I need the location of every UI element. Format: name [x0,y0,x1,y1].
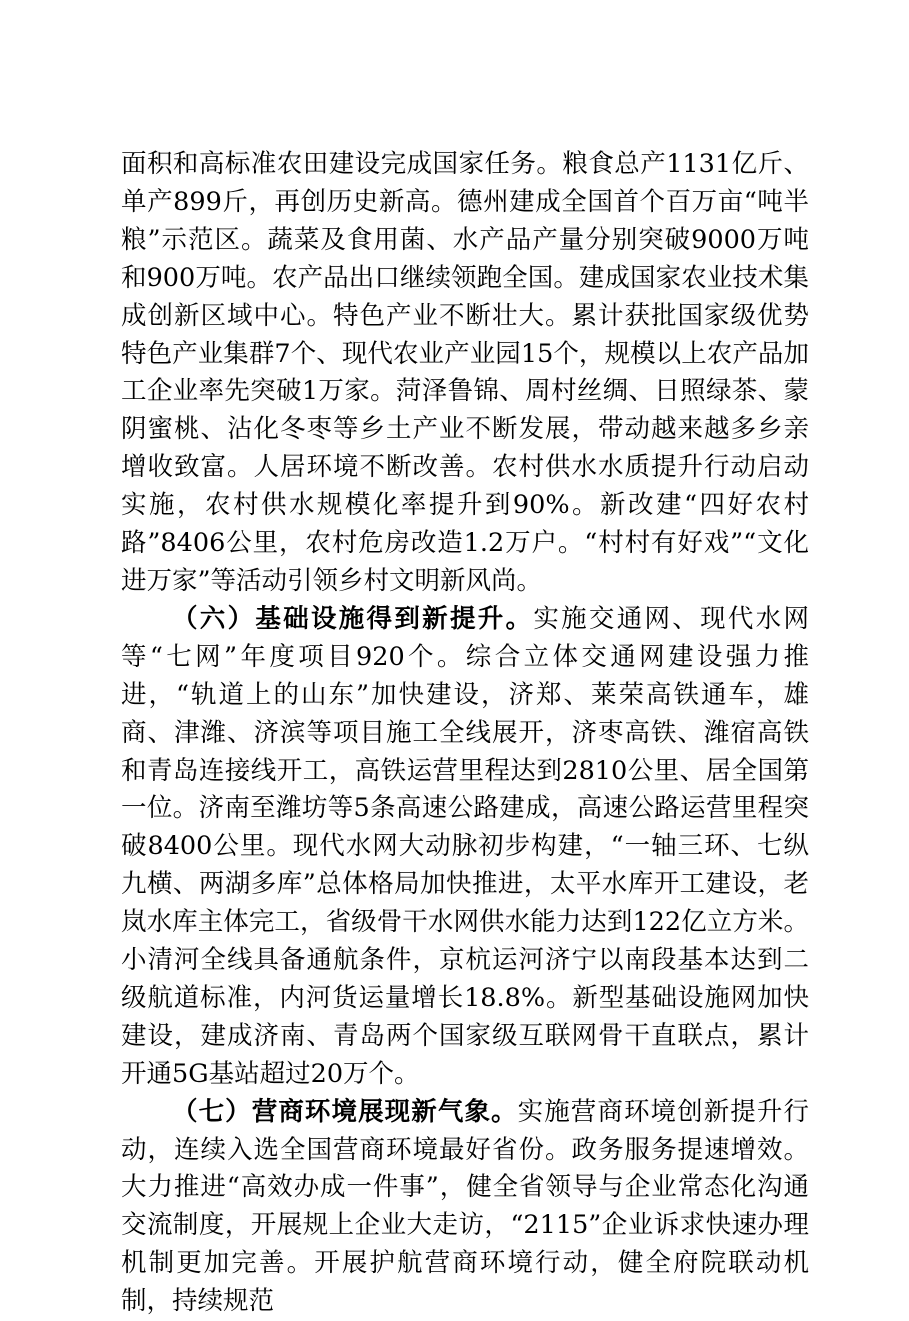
section-heading: （六）基础设施得到新提升。 [172,603,534,634]
document-page [121,146,809,1321]
paragraph-infrastructure [121,601,809,1094]
paragraph-text: 实施交通网、现代水网等“七网”年度项目920个。综合立体交通网建设强力推进，“轨道上的山东”加快建设，济郑、莱荣高铁通车，雄商、津潍、济滨等项目施工全线展开，济枣高铁、潍宿高铁和青岛连接线开工，高铁运营里程达到2810公里、居全国第一位。济南至潍坊等5条高速公路建成，高速公路运营里程突破8400公里。现代水网大动脉初步构建，“一轴三环、七纵九横、两湖多库”总体格局加快推进，太平水库开工建设，老岚水库主体完工，省级骨干水网供水能力达到122亿立方米。小清河全线具备通航条件，京杭运河济宁以南段基本达到二级航道标准，内河货运量增长18.8%。新型基础设施网加快建设，建成济南、青岛两个国家级互联网骨干直联点，累计开通5G基站超过20万个。 [121,603,809,1089]
paragraph-text: 实施营商环境创新提升行动，连续入选全国营商环境最好省份。政务服务提速增效。大力推进“高效办成一件事”，健全省领导与企业常态化沟通交流制度，开展规上企业大走访，“2115”企业诉求快速办理机制更加完善。开展护航营商环境行动，健全府院联动机制，持续规范 [121,1096,809,1317]
paragraph-business-environment [121,1094,809,1321]
paragraph-text: 面积和高标准农田建设完成国家任务。粮食总产1131亿斤、单产899斤，再创历史新高。德州建成全国首个百万亩“吨半粮”示范区。蔬菜及食用菌、水产品产量分别突破9000万吨和900万吨。农产品出口继续领跑全国。建成国家农业技术集成创新区域中心。特色产业不断壮大。累计获批国家级优势特色产业集群7个、现代农业产业园15个，规模以上农产品加工企业率先突破1万家。菏泽鲁锦、周村丝绸、日照绿茶、蒙阴蜜桃、沾化冬枣等乡土产业不断发展，带动越来越多乡亲增收致富。人居环境不断改善。农村供水水质提升行动启动实施，农村供水规模化率提升到90%。新改建“四好农村路”8406公里，农村危房改造1.2万户。“村村有好戏”“文化进万家”等活动引领乡村文明新风尚。 [121,149,809,596]
section-heading: （七）营商环境展现新气象。 [172,1096,518,1127]
paragraph-agriculture [121,146,809,601]
